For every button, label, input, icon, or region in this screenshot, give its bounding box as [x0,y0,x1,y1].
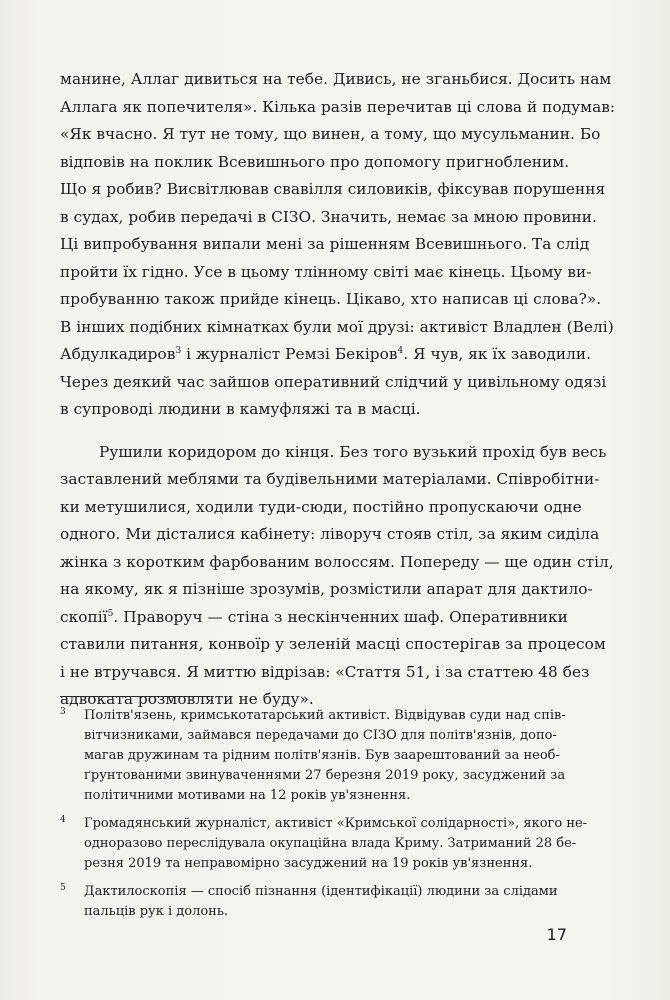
footnote-line: політичними мотивами на 12 років ув'язнення. [84,788,411,803]
text-line: манине, Аллаг дивиться на тебе. Дивись, не зганьбися. Досить нам [60,70,612,88]
text-line: в супроводі людини в камуфляжі та в масці. [60,400,421,418]
footnote-line: вітчизниками, займався передачами до СІЗО для політв'язнів, допо- [84,728,557,743]
footnote-3 [60,706,585,806]
paragraph-1 [60,66,616,424]
text-line: одного. Ми дісталися кабінету: ліворуч стояв стіл, за яким сиділа [60,525,600,543]
text-line: заставлений меблями та будівельними матеріалами. Співробітни- [60,470,600,488]
text-line: відповів на поклик Всевишнього про допомогу пригнобленим. [60,152,570,171]
text-line: пробуванню також прийде кінець. Цікаво, хто написав ці слова?». [60,290,602,308]
text-fragment: Абдулкадиров [60,345,176,363]
text-line: і не втручався. Я миттю відрізав: «Стаття 51, і за статтею 48 без [60,662,590,681]
footnote-line: магав дружинам та рідним політв'язнів. Був заарештований за необ- [84,748,560,763]
footnote-mark: 5 [60,883,66,893]
footnote-ref-3[interactable]: 3 [175,345,182,356]
footnote-line: Політв'язень, кримськотатарський активіст. Відвідував суди над спів- [84,708,566,723]
text-line: ки метушилися, ходили туди-сюди, постійно пропускаючи одне [60,497,582,516]
text-line: адвоката розмовляти не буду». [60,690,314,708]
footnote-mark: 3 [60,707,66,717]
text-line: Рушили коридором до кінця. Без того вузький прохід був весь [99,442,607,461]
footnote-line: резня 2019 та неправомірно засуджений на 19 років ув'язнення. [84,856,533,871]
footnote-line: пальців рук і долонь. [84,904,229,919]
text-line [60,341,592,369]
text-fragment: . Я чув, як їх заводили. [403,345,592,363]
text-line: В інших подібних кімнатках були мої друзі: активіст Владлен (Велі) [60,317,614,336]
footnote-4 [60,814,588,874]
paragraph-2 [60,439,614,714]
text-line: ставили питання, конвоїр у зеленій масці спостерігав за процесом [60,635,606,653]
footnote-mark: 4 [60,815,66,825]
text-line: Через деякий час зайшов оперативний слідчий у цивільному одязі [60,372,607,391]
footnotes [60,706,588,922]
paragraph-gap [60,424,585,439]
footnote-ref-5[interactable]: 5 [107,608,114,619]
text-line: в судах, робив передачі в СІЗО. Значить, немає за мною провини. [60,207,597,226]
text-line: на якому, як я пізніше зрозумів, розмістили апарат для дактило- [60,580,593,598]
main-text [60,66,616,714]
text-line: Аллага як попечителя». Кілька разів перечитав ці слова й подумав: [60,97,616,116]
text-line: жінка з коротким фарбованим волоссям. Попереду — ще один стіл, [60,552,614,571]
text-fragment: і журналіст Ремзі Бекіров [181,345,398,363]
footnote-line: одноразово переслідувала окупаційна влада Криму. Затриманий 28 бе- [84,836,577,851]
text-line: Що я робив? Висвітлював свавілля силовиків, фіксував порушення [60,180,606,198]
text-line: Ці випробування випали мені за рішенням Всевишнього. Та слід [60,235,590,253]
footnote-line: Громадянський журналіст, активіст «Кримської солідарності», якого не- [84,816,588,831]
text-fragment: . Праворуч — стіна з нескінченних шаф. Оперативники [113,607,568,626]
text-line [60,604,585,632]
page-number: 17 [546,925,567,944]
footnote-divider [60,696,210,697]
text-line: «Як вчасно. Я тут не тому, що винен, а тому, що мусульманин. Бо [60,125,601,143]
footnote-ref-4[interactable]: 4 [397,345,404,356]
footnote-line: Дактилоскопія — спосіб пізнання (ідентифікації) людини за слідами [84,884,558,899]
text-fragment: скопії [60,607,108,626]
text-line: пройти їх гідно. Усе в цьому тлінному світі має кінець. Цьому ви- [60,262,592,281]
footnote-line: ґрунтованими звинуваченнями 27 березня 2019 року, засуджений за [84,768,566,783]
footnote-5 [60,882,585,922]
